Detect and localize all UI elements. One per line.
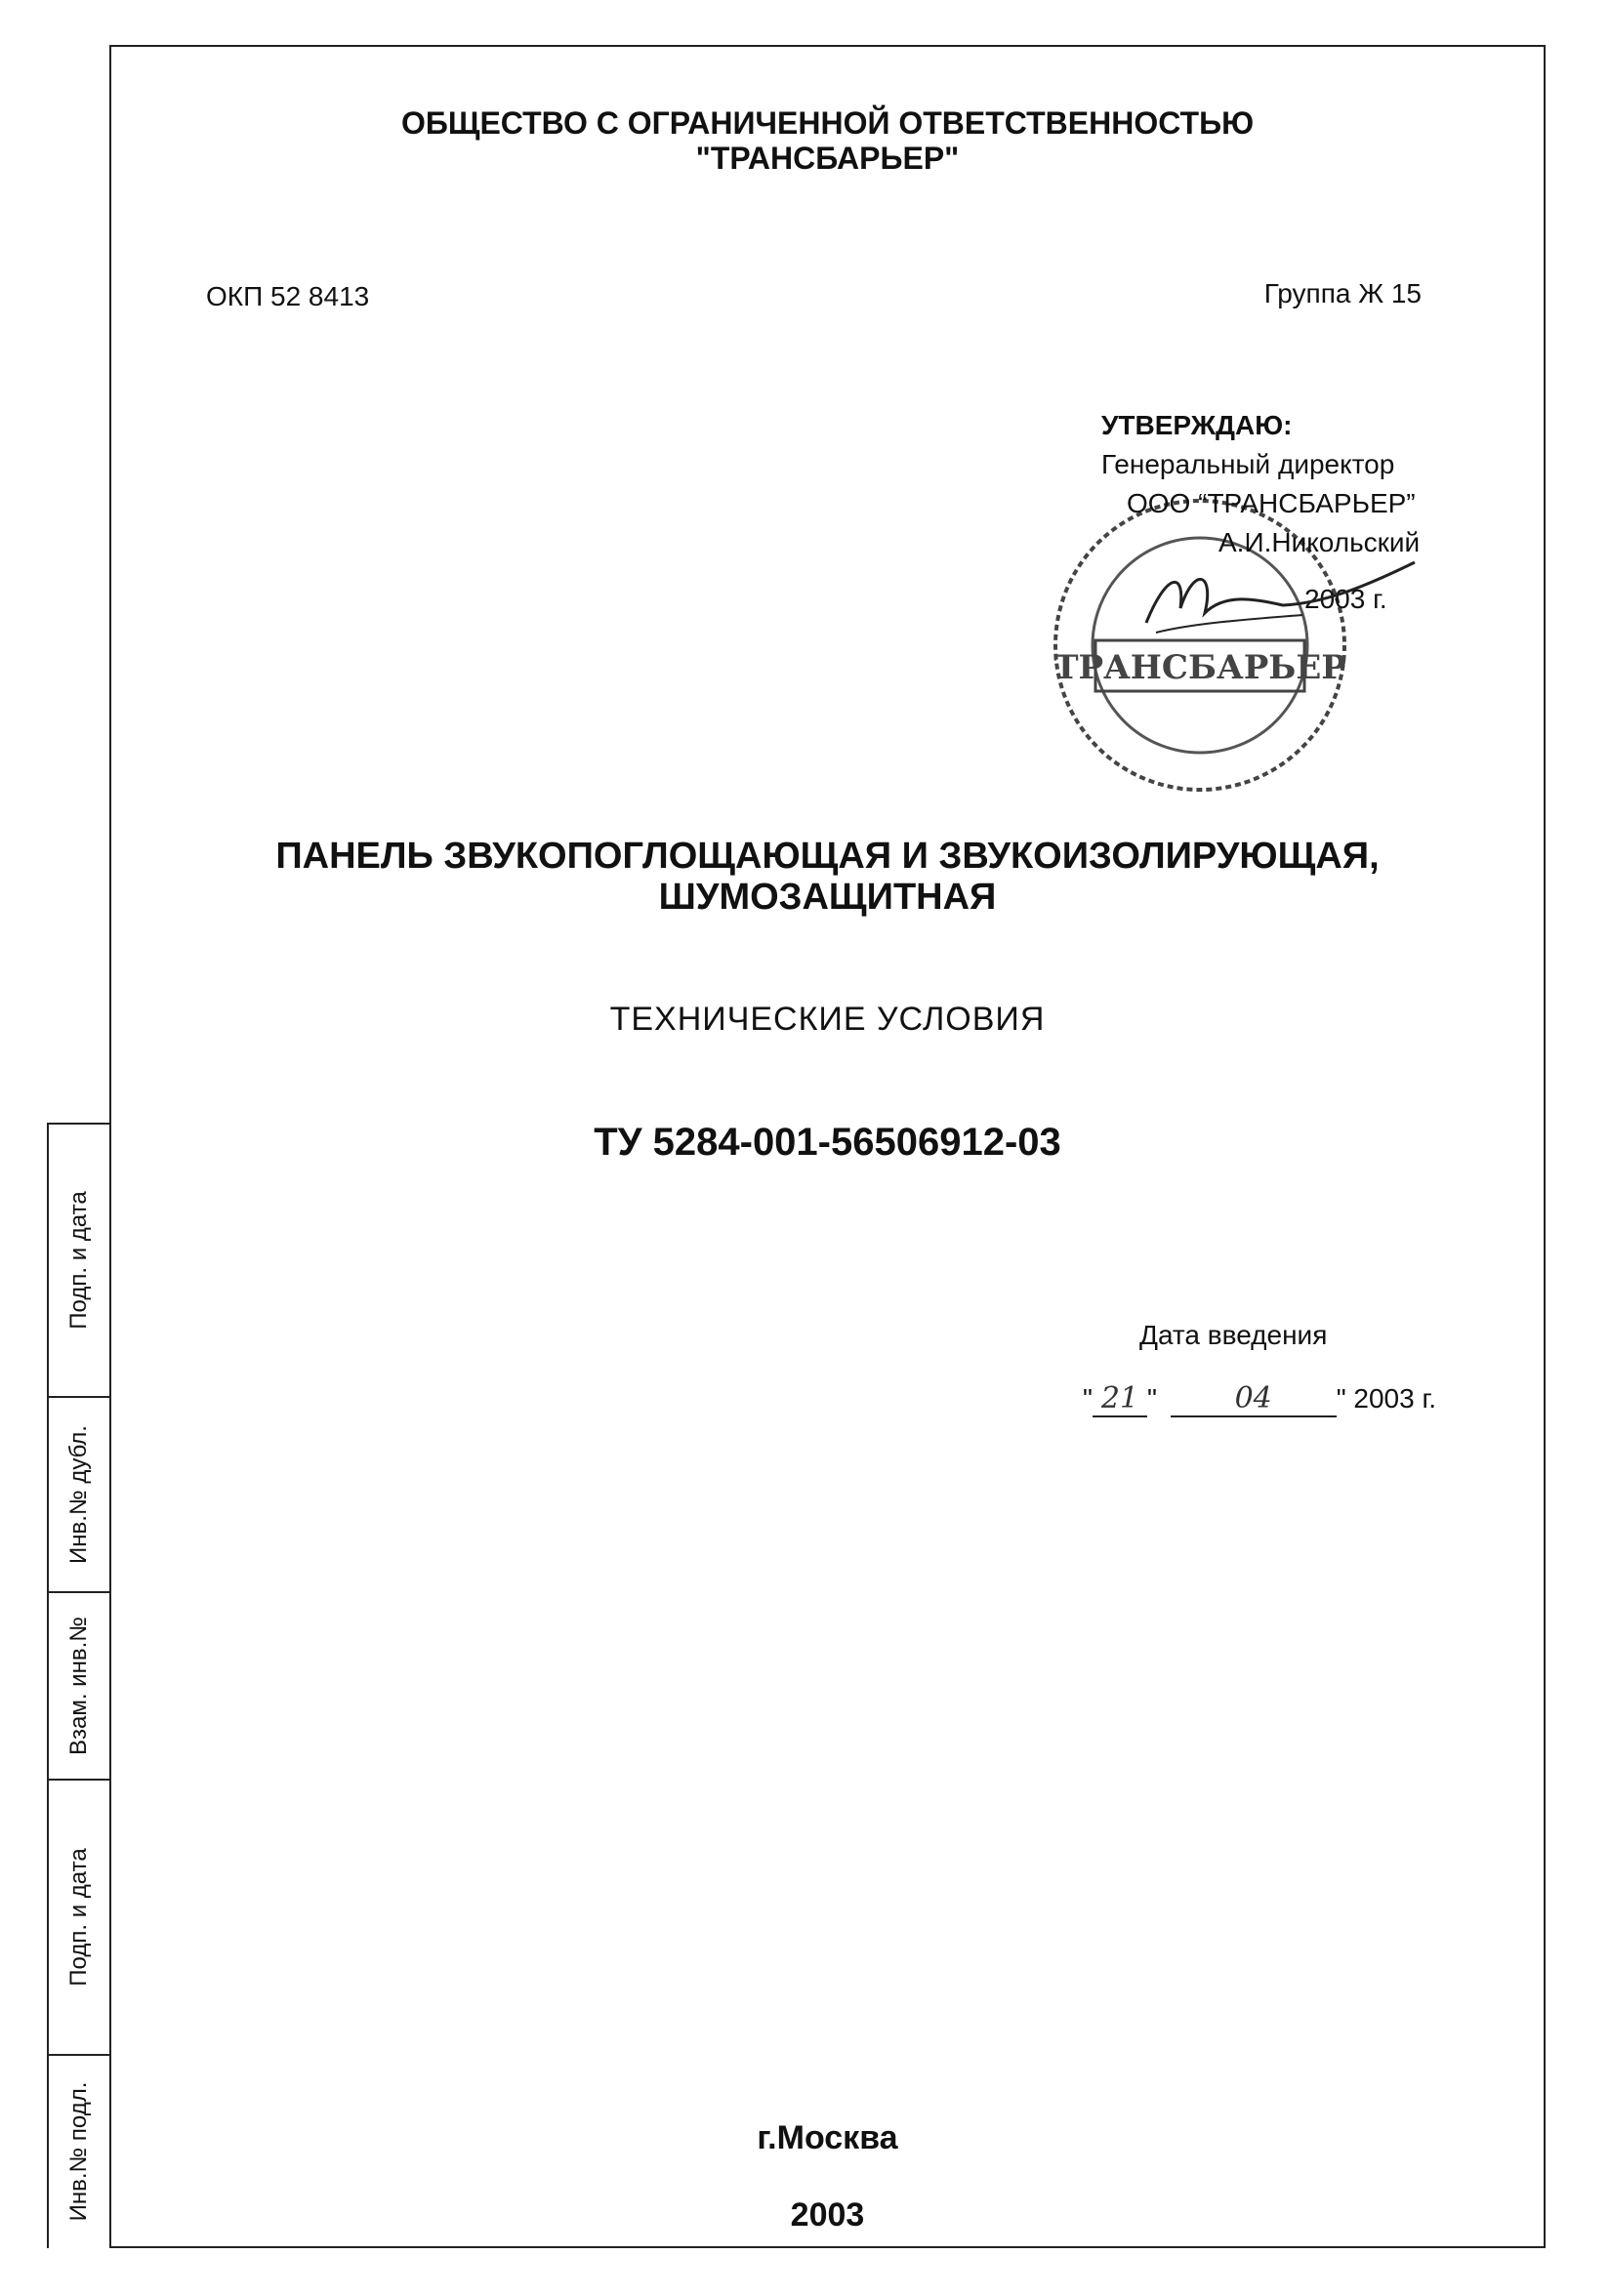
document-title xyxy=(111,836,1544,918)
document-frame xyxy=(109,45,1546,2248)
title-line-2: ШУМОЗАЩИТНАЯ xyxy=(658,877,997,918)
introduction-date: " 21 " 04 " 2003 г. xyxy=(1083,1381,1437,1415)
organization-line-1: ОБЩЕСТВО С ОГРАНИЧЕННОЙ ОТВЕТСТВЕННОСТЬЮ xyxy=(400,105,1255,141)
margin-cell-signature-date: Подп. и дата xyxy=(49,1123,109,1396)
approval-position: Генеральный директор xyxy=(1101,449,1395,479)
introduction-label: Дата введения xyxy=(1139,1320,1328,1350)
organization-header xyxy=(111,105,1544,176)
city: г.Москва xyxy=(757,2119,898,2156)
title-line-1: ПАНЕЛЬ ЗВУКОПОГЛОЩАЮЩАЯ И ЗВУКОИЗОЛИРУЮЩАЯ, xyxy=(275,836,1380,877)
margin-cell-replacement-number: Взам. инв.№ xyxy=(49,1591,109,1779)
introduction-day: 21 xyxy=(1093,1381,1147,1417)
publication-year: 2003 xyxy=(790,2196,865,2234)
introduction-month: 04 xyxy=(1171,1381,1337,1417)
okp-code: ОКП 52 8413 xyxy=(206,281,370,311)
approval-year: 2003 г. xyxy=(1304,584,1387,614)
document-subtitle: ТЕХНИЧЕСКИЕ УСЛОВИЯ xyxy=(609,1001,1046,1038)
margin-cell-signature-date-2: Подп. и дата xyxy=(49,1779,109,2054)
document-code: ТУ 5284-001-56506912-03 xyxy=(594,1121,1061,1164)
margin-cell-original-number: Инв.№ подл. xyxy=(49,2054,109,2246)
approval-heading: УТВЕРЖДАЮ: xyxy=(1101,410,1293,440)
introduction-year: " 2003 г. xyxy=(1336,1383,1437,1414)
group-code: Группа Ж 15 xyxy=(1263,278,1422,308)
signature xyxy=(1136,554,1420,642)
approval-margin-strip xyxy=(47,1123,109,2248)
approval-company: ООО “ТРАНСБАРЬЕР” xyxy=(1127,488,1416,518)
seal-text: ТРАНСБАРЬЕР xyxy=(1053,648,1346,687)
approval-name: А.И.Никольский xyxy=(1218,527,1421,557)
margin-cell-duplicate-number: Инв.№ дубл. xyxy=(49,1396,109,1591)
organization-line-2: "ТРАНСБАРЬЕР" xyxy=(695,141,960,176)
